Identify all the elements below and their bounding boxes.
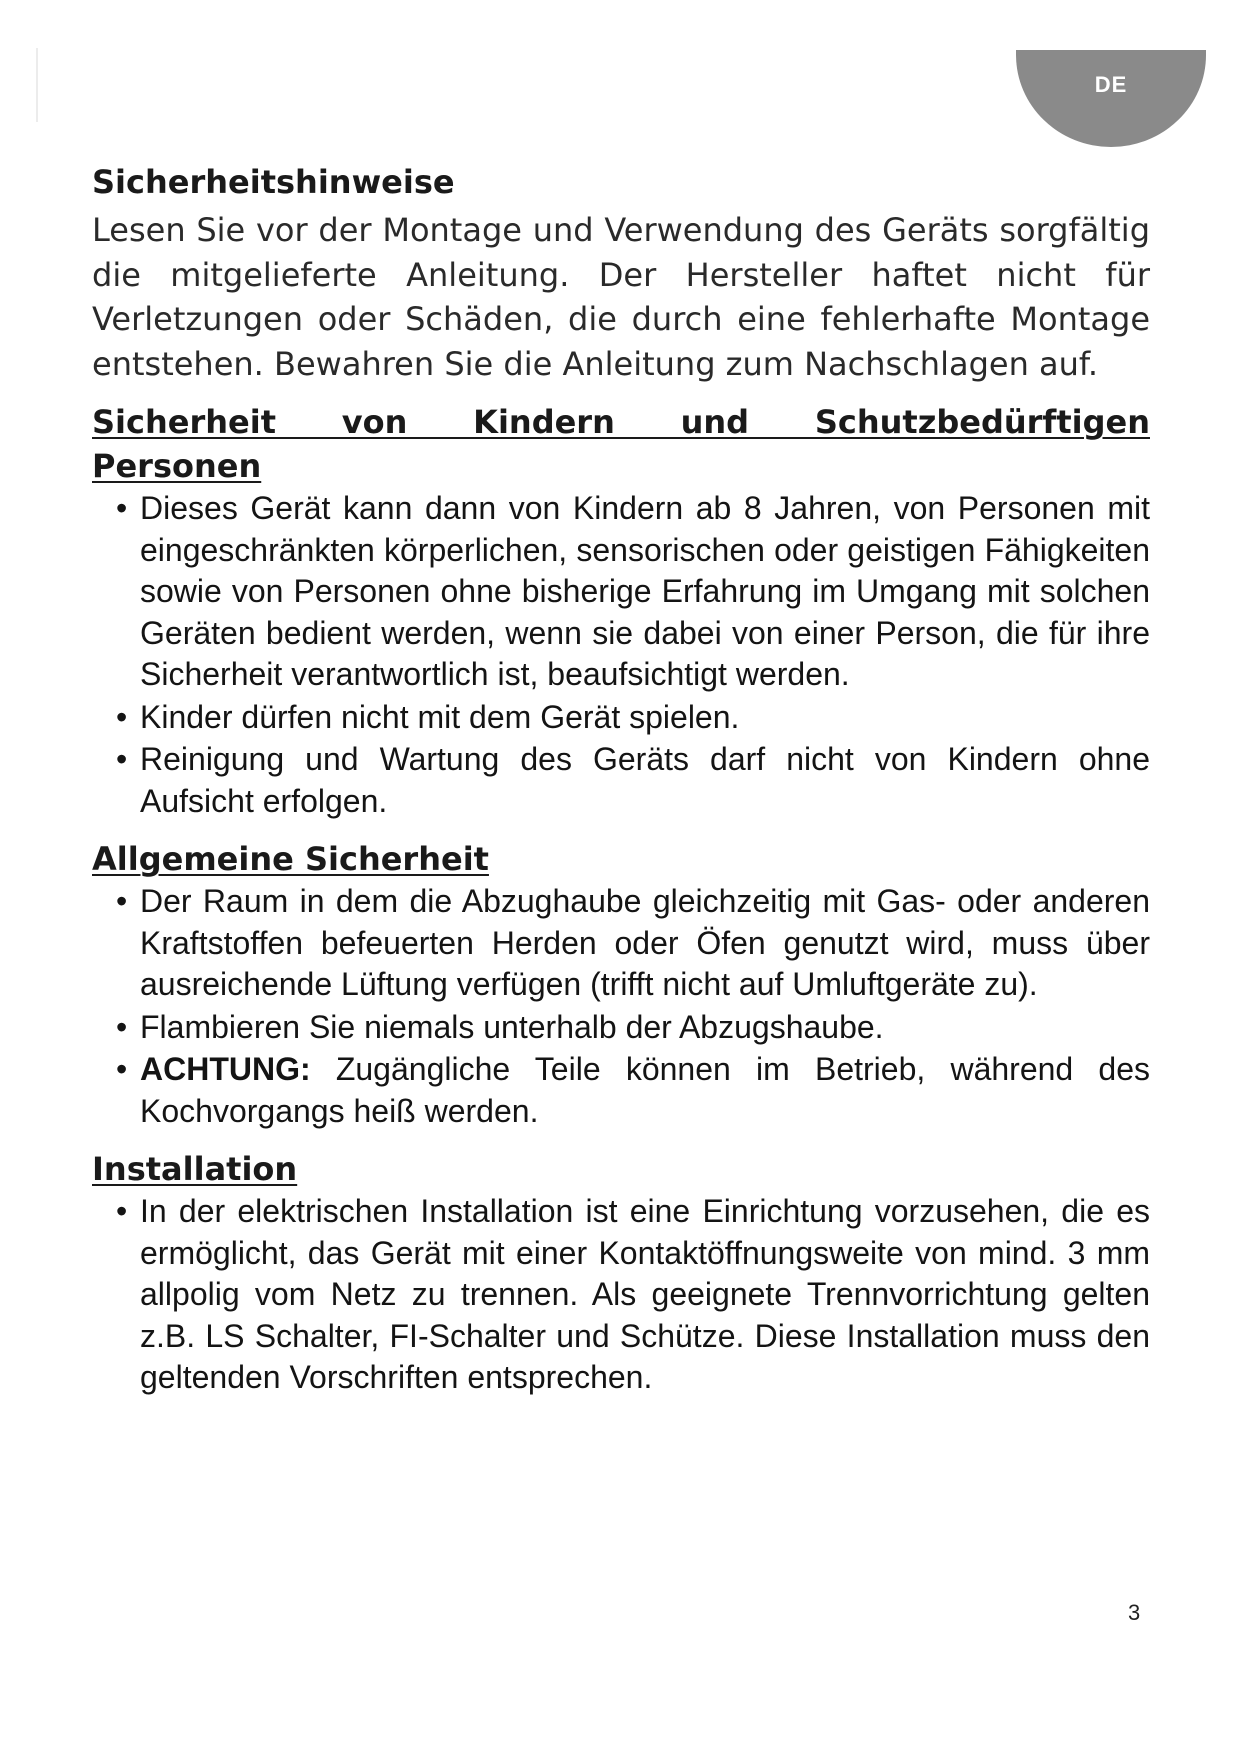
- children-heading-line2: Personen: [92, 447, 262, 485]
- language-badge-label: DE: [1094, 72, 1128, 97]
- children-heading-continued: [92, 444, 1150, 488]
- children-heading: [92, 400, 1150, 444]
- safety-intro: Lesen Sie vor der Montage und Verwendung des Geräts sorgfältig die mitgelieferte Anleitung. Der Hersteller haftet nicht für Verletzungen oder Schäden, die durch eine fehlerhafte Montage entstehen. Bewahren Sie die Anleitung zum Nachschlagen auf.: [92, 211, 1150, 383]
- list-item: • In der elektrischen Installation ist eine Einrichtung vorzusehen, die es ermöglicht, das Gerät mit einer Kontaktöffnungsweite von mind. 3 mm allpolig vom Netz zu trennen. Als geeignete Trennvorrichtung gelten z.B. LS Schalter, FI-Schalter und Schütze. Diese Installation muss den geltenden Vorschriften entsprechen.: [116, 1191, 1150, 1399]
- warning-item: [116, 1049, 1150, 1132]
- warning-label: ACHTUNG:: [140, 1051, 311, 1087]
- general-safety-heading: [92, 837, 1150, 881]
- page-number: 3: [1128, 1600, 1141, 1625]
- list-item: • Flambieren Sie niemals unterhalb der Abzugshaube.: [116, 1007, 1150, 1049]
- installation-heading-text: Installation: [92, 1150, 298, 1188]
- installation-heading: [92, 1147, 1150, 1191]
- safety-heading: Sicherheitshinweise: [92, 163, 455, 201]
- list-item: • Kinder dürfen nicht mit dem Gerät spielen.: [116, 697, 1150, 739]
- language-badge: [1016, 50, 1206, 147]
- children-list: [92, 488, 1150, 822]
- warning-text: Zugängliche Teile können im Betrieb, während des Kochvorgangs heiß werden.: [140, 1051, 1150, 1129]
- general-safety-list: [92, 881, 1150, 1132]
- general-safety-heading-text: Allgemeine Sicherheit: [92, 840, 489, 878]
- page-edge-mark: [36, 48, 38, 122]
- list-item: • Reinigung und Wartung des Geräts darf nicht von Kindern ohne Aufsicht erfolgen.: [116, 739, 1150, 822]
- list-item: • Dieses Gerät kann dann von Kindern ab 8 Jahren, von Personen mit eingeschränkten körperlichen, sensorischen oder geistigen Fähigkeiten sowie von Personen ohne bisherige Erfahrung im Umgang mit solchen Geräten bedient werden, wenn sie dabei von einer Person, die für ihre Sicherheit verantwortlich ist, beaufsichtigt werden.: [116, 488, 1150, 696]
- installation-list: [92, 1191, 1150, 1399]
- children-heading-line1: Sicherheit von Kindern und Schutzbedürftigen: [92, 403, 1150, 441]
- document-body: [92, 160, 1150, 1400]
- list-item: • Der Raum in dem die Abzughaube gleichzeitig mit Gas- oder anderen Kraftstoffen befeuerten Herden oder Öfen genutzt wird, muss über ausreichende Lüftung verfügen (trifft nicht auf Umluftgeräte zu).: [116, 881, 1150, 1006]
